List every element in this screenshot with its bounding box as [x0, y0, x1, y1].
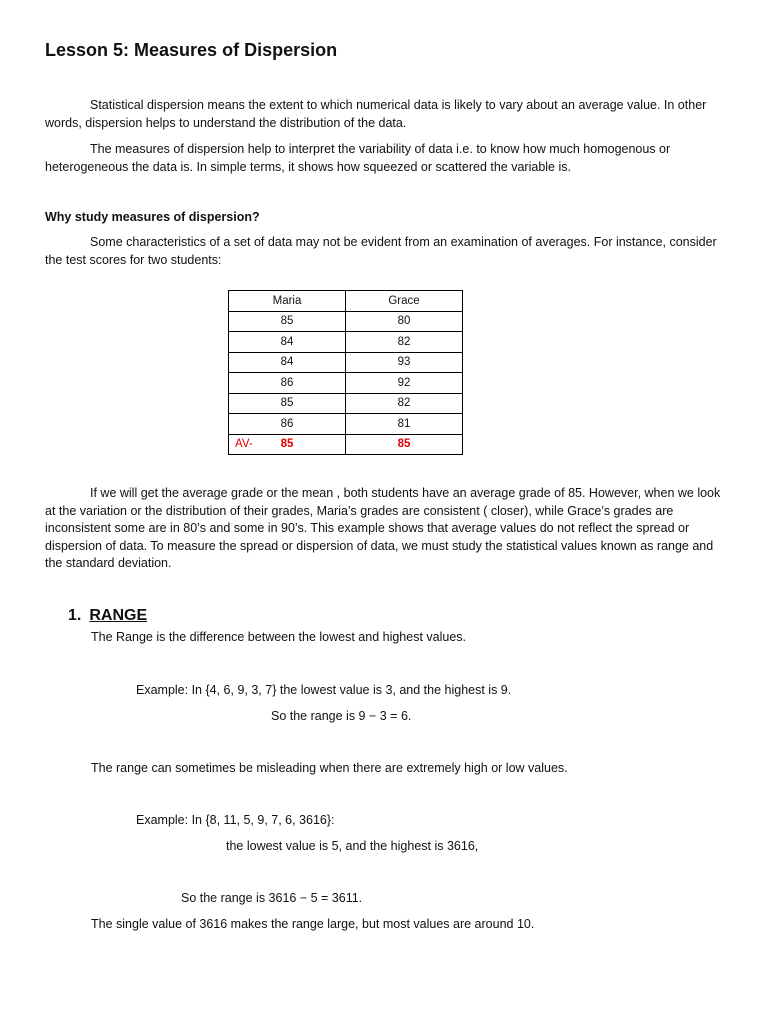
average-cell-grace: [346, 434, 463, 455]
table-cell: 85: [229, 311, 346, 332]
average-cell-maria: [229, 434, 346, 455]
table-row: [229, 393, 463, 414]
mean-paragraph: [45, 485, 725, 573]
intro-paragraph-1: [45, 97, 725, 132]
table-cell: 84: [229, 332, 346, 353]
page-title: Lesson 5: Measures of Dispersion: [45, 40, 338, 60]
header-maria: Maria: [229, 291, 346, 312]
range-misleading-text: The range can sometimes be misleading when there are extremely high or low values.: [91, 761, 568, 775]
why-paragraph: [45, 234, 725, 269]
intro-paragraph-1-text: Statistical dispersion means the extent to which numerical data is likely to vary about an average value. In other words, dispersion helps to understand the distribution of the data.: [45, 98, 707, 130]
why-heading: Why study measures of dispersion?: [45, 210, 260, 224]
example-2-line-2: the lowest value is 5, and the highest is 3616,: [226, 839, 479, 853]
why-paragraph-text: Some characteristics of a set of data may not be evident from an examination of averages. For instance, consider the test scores for two students:: [45, 235, 717, 267]
header-grace: Grace: [346, 291, 463, 312]
table-cell: 86: [229, 373, 346, 394]
table-row: [229, 352, 463, 373]
table-cell: 84: [229, 352, 346, 373]
table-cell: 81: [346, 414, 463, 435]
table-cell: 92: [346, 373, 463, 394]
table-row: [229, 414, 463, 435]
example-2-line-3: So the range is 3616 − 5 = 3611.: [181, 891, 363, 905]
example-1-line-2: So the range is 9 − 3 = 6.: [271, 709, 412, 723]
section-title: RANGE: [89, 607, 148, 624]
mean-paragraph-text: If we will get the average grade or the mean , both students have an average grade of 85. However, when we look at the variation or the distribution of their grades, Maria’s grades are consistent ( closer), while Grace’s grades are inconsistent some are in 80’s and some in 90’s. This example shows that average values do not reflect the spread or dispersion of data. To measure the spread or dispersion of data, we must study the statistical values known as range and the standard deviation.: [45, 486, 721, 570]
table-cell: 86: [229, 414, 346, 435]
average-label: AV-: [235, 438, 253, 451]
intro-paragraph-2: [45, 141, 725, 176]
range-section-heading: [68, 607, 147, 625]
scores-table: [228, 290, 463, 455]
table-cell: 85: [229, 393, 346, 414]
range-conclusion: The single value of 3616 makes the range large, but most values are around 10.: [91, 917, 535, 931]
table-cell: 82: [346, 332, 463, 353]
average-value-maria: 85: [280, 438, 294, 451]
table-row: [229, 332, 463, 353]
table-row: [229, 373, 463, 394]
table-row: [229, 311, 463, 332]
table-cell: 93: [346, 352, 463, 373]
table-cell: 80: [346, 311, 463, 332]
average-row: [229, 434, 463, 455]
example-2-line-1: Example: In {8, 11, 5, 9, 7, 6, 3616}:: [136, 813, 335, 827]
range-definition: The Range is the difference between the lowest and highest values.: [91, 630, 467, 644]
table-cell: 82: [346, 393, 463, 414]
intro-paragraph-2-text: The measures of dispersion help to interpret the variability of data i.e. to know how much homogenous or heterogeneous the data is. In simple terms, it shows how squeezed or scattered the variable is.: [45, 142, 671, 174]
average-value-grace: 85: [397, 438, 411, 451]
section-number: 1.: [68, 607, 82, 624]
table-header-row: [229, 291, 463, 312]
example-1-line-1: Example: In {4, 6, 9, 3, 7} the lowest value is 3, and the highest is 9.: [136, 683, 512, 697]
